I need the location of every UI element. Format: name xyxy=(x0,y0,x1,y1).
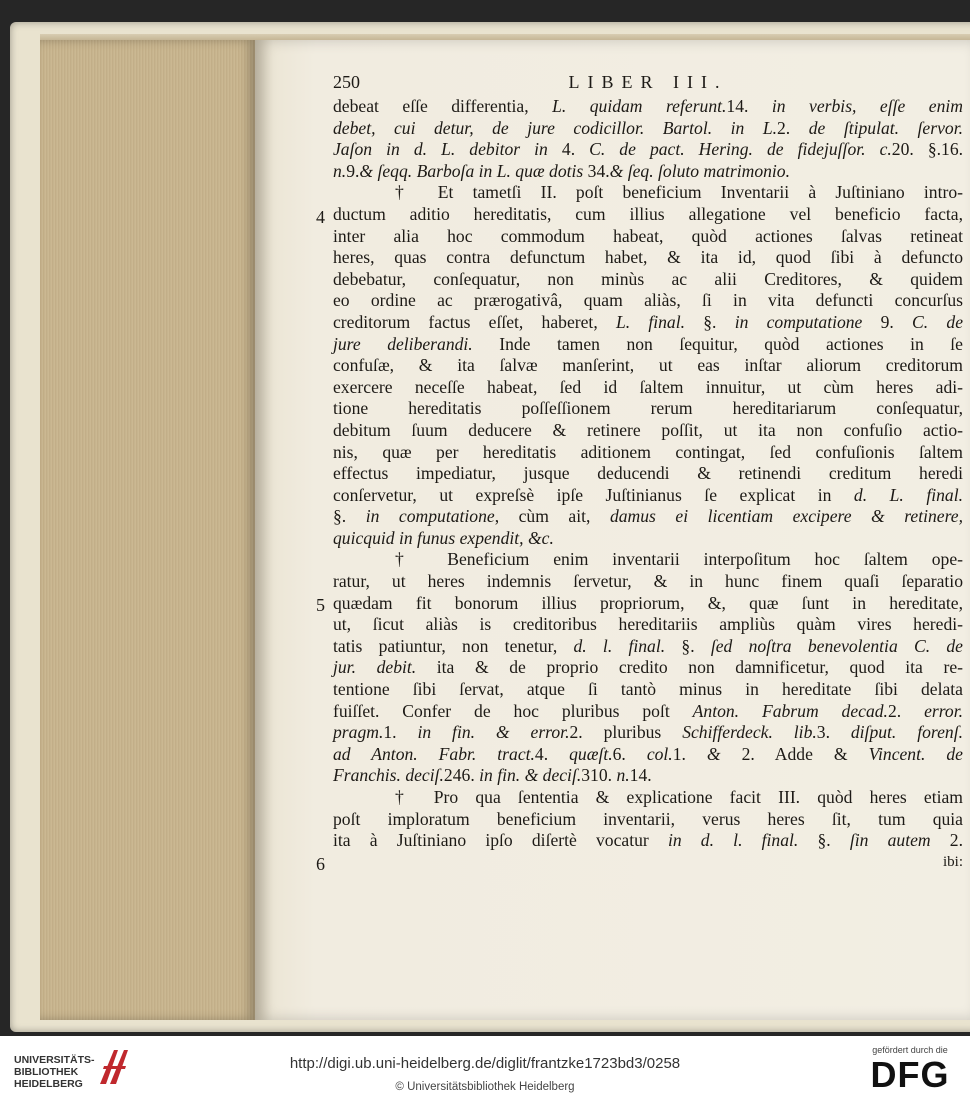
text-line: nis, quæ per hereditatis aditionem contingat, ſed confuſionis ſaltem xyxy=(333,441,963,462)
text-line: debet, cui detur, de jure codicillor. Bartol. in L.2. de ſtipulat. ſervor. xyxy=(333,117,963,138)
text-line: Jaſon in d. L. debitor in 4. C. de pact. Hering. de fidejuſſor. c.20. §.16. xyxy=(333,139,964,160)
copyright-notice: © Universitätsbibliothek Heidelberg xyxy=(395,1081,575,1093)
text-line: † Beneficium enim inventarii interpoſitum hoc ſaltem ope- xyxy=(395,549,963,570)
dfg-logo: DFG xyxy=(870,1054,950,1095)
text-line: quicquid in funus expendit, &c. xyxy=(333,527,554,548)
library-name-line: BIBLIOTHEK xyxy=(14,1066,79,1078)
text-line: † Pro qua ſententia & explicatione facit III. quòd heres etiam xyxy=(395,787,963,807)
text-line: † Et tametſi II. poſt beneficium Inventarii à Juſtiniano intro- xyxy=(395,182,963,203)
text-line: debeat eſſe differentia, L. quidam referunt.14. in verbis, eſſe enim xyxy=(333,96,963,116)
text-line: §. in computatione, cùm ait, damus ei licentiam excipere & retinere, xyxy=(333,506,964,527)
text-line: quædam fit bonorum illius propriorum, &, quæ ſunt in hereditate, xyxy=(333,592,963,613)
catchword: ibi: xyxy=(942,853,963,870)
text-line: heres, quas contra defunctum habet, & ita id, quod ſibi à defuncto xyxy=(333,247,963,268)
text-line: poſt imploratum beneficium inventarii, verus heres ſit, tum quia xyxy=(333,808,963,829)
page-text xyxy=(333,72,963,870)
margin-number: 6 xyxy=(316,854,325,874)
margin-number: 4 xyxy=(316,207,325,227)
running-header xyxy=(333,72,963,94)
library-name-line: HEIDELBERG xyxy=(14,1078,83,1090)
sponsor-logo[interactable] xyxy=(858,1045,962,1093)
text-line: jur. debit. ita & de proprio credito non damnificetur, quod ita re- xyxy=(333,657,963,678)
text-line: tatis patiuntur, non tenetur, d. l. final. §. ſed noſtra benevolentia C. de xyxy=(333,635,963,656)
text-line: eo ordine ac prærogativâ, quam aliàs, ſi in vita defuncti concurſus xyxy=(333,290,963,311)
text-line: ad Anton. Fabr. tract.4. quæſt.6. col.1. & 2. Adde & Vincent. de xyxy=(333,743,963,764)
viewer-footer xyxy=(0,1036,970,1106)
body-lines xyxy=(333,96,963,852)
library-name-line: UNIVERSITÄTS- xyxy=(14,1054,95,1066)
page-number: 250 xyxy=(333,72,360,92)
text-line: tentione ſibi ſervat, atque ſi tantò minus in hereditate ſibi delata xyxy=(333,679,963,700)
text-line: n.9.& ſeqq. Barboſa in L. quæ dotis 34.& ſeq. ſoluto matrimonio. xyxy=(333,160,790,181)
text-line: conſervetur, ut expreſsè ipſe Juſtinianus ſe explicat in d. L. final. xyxy=(333,484,963,505)
text-line: ita à Juſtiniano ipſo diſertè vocatur in d. l. final. §. ſin autem 2. xyxy=(333,830,963,851)
permalink[interactable]: http://digi.ub.uni-heidelberg.de/diglit/frantzke1723bd3/0258 xyxy=(289,1055,681,1072)
text-line: ductum aditio hereditatis, cum illius allegatione vel beneficio facta, xyxy=(333,203,963,224)
text-line: confuſæ, & ita ſalvæ manſerint, ut eas inſtar aliorum creditorum xyxy=(333,355,963,376)
sponsor-caption: gefördert durch die xyxy=(872,1045,948,1055)
text-line: effectus impediatur, jusque deducendi & retinendi creditum heredi xyxy=(333,463,963,484)
text-line: exercere neceſſe habeat, ſed id ſaltem innuitur, ut cùm heres adi- xyxy=(333,376,963,397)
text-line: tione hereditatis poſſeſſionem rerum hereditariarum conſequatur, xyxy=(333,398,963,419)
text-line: debitum ſuum deducere & retinere poſſit, ut ita non confuſio actio- xyxy=(333,419,963,440)
text-line: ratur, ut heres indemnis ſervetur, & in hunc finem quaſi ſeparatio xyxy=(333,571,963,592)
text-line: creditorum factus eſſet, haberet, L. final. §. in computatione 9. C. de xyxy=(333,311,963,332)
text-line: pragm.1. in fin. & error.2. pluribus Schifferdeck. lib.3. diſput. forenſ. xyxy=(333,722,964,743)
text-line: Franchis. deciſ.246. in fin. & deciſ.310. n.14. xyxy=(333,765,652,786)
text-line: fuiſſet. Confer de hoc pluribus poſt Anton. Fabrum decad.2. error. xyxy=(333,700,964,721)
text-line: ut, ſicut aliàs is creditoribus hereditariis ampliùs quàm vires heredi- xyxy=(333,614,963,635)
text-line: inter alia hoc commodum habeat, quòd actiones ſalvas retineat xyxy=(333,225,963,246)
text-line: jure deliberandi. Inde tamen non ſequitur, quòd actiones in ſe xyxy=(333,333,963,354)
running-title: LIBER III. xyxy=(568,72,728,92)
page-block-edges xyxy=(40,40,255,1020)
text-line: debebatur, conſequatur, non minùs ac alii Creditores, & quidem xyxy=(333,268,963,289)
margin-number: 5 xyxy=(316,595,325,615)
